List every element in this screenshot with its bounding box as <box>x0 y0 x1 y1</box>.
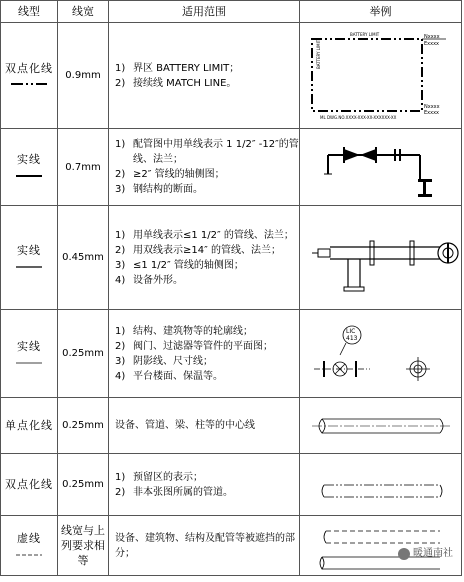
example-cell <box>300 516 462 576</box>
scope-cell <box>109 206 300 310</box>
scope-item: 3) 钢结构的断面。 <box>115 184 203 195</box>
phantom-line-sample <box>9 81 49 87</box>
line-type-label: 实线 <box>17 339 41 353</box>
line-type-cell <box>1 454 58 516</box>
scope-cell <box>109 454 300 516</box>
scope-item: 1) 配管图中用单线表示 1 1/2″ -12″的管线、法兰； <box>115 139 299 165</box>
table-row <box>1 310 462 398</box>
scope-item: 2) 非本张图所属的管道。 <box>115 486 233 498</box>
scope-item: 2) 阀门、过滤器等管件的平面图； <box>115 340 273 352</box>
example-cell <box>300 129 462 206</box>
table-row <box>1 516 462 576</box>
line-width-cell: 0.45mm <box>58 206 109 310</box>
line-type-cell <box>1 310 58 398</box>
scope-item: 1) 结构、建筑物等的轮廓线； <box>115 325 253 337</box>
centerline-pipe-example <box>300 399 464 453</box>
double-line-pipe-example <box>300 207 464 309</box>
scope-cell <box>109 129 300 206</box>
line-type-cell <box>1 129 58 206</box>
scope-item: 2) 用双线表示≥14″ 的管线、法兰； <box>115 244 282 256</box>
svg-text:ML DWG.NO.XXXX-XXX-XX-XXXXXX-X: ML DWG.NO.XXXX-XXX-XX-XXXXXX-XX <box>320 114 397 120</box>
table-row <box>1 206 462 310</box>
battery-limit-example <box>300 24 464 128</box>
line-type-label: 双点化线 <box>5 478 53 491</box>
header-scope: 适用范围 <box>109 1 300 23</box>
header-row <box>1 1 462 23</box>
line-type-label: 双点化线 <box>5 61 53 75</box>
example-cell <box>300 23 462 129</box>
dashed-line-sample <box>14 553 44 557</box>
scope-cell <box>109 310 300 398</box>
solid-line-sample <box>14 265 44 269</box>
pipe-flange-example <box>300 129 464 205</box>
scope-cell <box>109 23 300 129</box>
svg-text:Nxxxx: Nxxxx <box>424 103 440 110</box>
solid-line-sample <box>14 361 44 365</box>
battery-limit-label: BATTERY LIMIT <box>350 31 380 37</box>
line-type-cell <box>1 23 58 129</box>
scope-item: 3) 阴影线、尺寸线； <box>115 355 213 367</box>
scope-item: 4) 设备外形。 <box>115 274 183 286</box>
svg-text:Nxxxx: Nxxxx <box>424 33 440 40</box>
watermark-text: 暖通南社 <box>413 548 453 559</box>
line-width-cell: 0.25mm <box>58 398 109 454</box>
scope-item: 3) ≤1 1/2″ 管线的轴侧图； <box>115 259 244 271</box>
example-cell <box>300 398 462 454</box>
line-width-cell: 线宽与上列要求相等 <box>58 516 109 576</box>
line-type-cell <box>1 398 58 454</box>
header-example: 举例 <box>300 1 462 23</box>
svg-text:Exxxx: Exxxx <box>424 40 439 47</box>
header-width: 线宽 <box>58 1 109 23</box>
scope-item: 1) 用单线表示≤1 1/2″ 的管线、法兰； <box>115 229 294 241</box>
line-type-cell <box>1 206 58 310</box>
scope-cell: 设备、建筑物、结构及配管等被遮挡的部分； <box>109 516 300 576</box>
header-type: 线型 <box>1 1 58 23</box>
wechat-icon <box>398 548 410 560</box>
solid-line-sample <box>14 174 44 178</box>
line-width-cell: 0.25mm <box>58 454 109 516</box>
example-cell <box>300 206 462 310</box>
svg-text:413: 413 <box>346 334 358 342</box>
phantom-pipe-example <box>300 455 464 515</box>
scope-item: 2) ≥2″ 管线的轴侧图； <box>115 169 225 180</box>
scope-cell: 设备、管道、梁、柱等的中心线 <box>109 398 300 454</box>
scope-item: 2) 接续线 MATCH LINE。 <box>115 77 237 89</box>
valve-example <box>300 311 464 397</box>
line-width-cell: 0.9mm <box>58 23 109 129</box>
scope-item: 1) 界区 BATTERY LIMIT； <box>115 62 240 74</box>
line-type-label: 实线 <box>17 153 41 166</box>
line-type-label: 实线 <box>17 243 41 257</box>
example-cell <box>300 454 462 516</box>
line-width-cell: 0.7mm <box>58 129 109 206</box>
table-row <box>1 454 462 516</box>
line-type-label: 单点化线 <box>5 419 53 432</box>
line-width-cell: 0.25mm <box>58 310 109 398</box>
scope-item: 4) 平台楼面、保温等。 <box>115 370 223 382</box>
table-row <box>1 398 462 454</box>
line-type-label: 虚线 <box>17 531 41 545</box>
table-row <box>1 129 462 206</box>
svg-text:Exxxx: Exxxx <box>424 109 439 116</box>
table-row <box>1 23 462 129</box>
line-type-cell <box>1 516 58 576</box>
svg-text:BATTERY LIMIT: BATTERY LIMIT <box>316 39 321 69</box>
watermark <box>398 546 453 561</box>
instrument-tag: LIC <box>346 327 356 335</box>
scope-item: 1) 预留区的表示； <box>115 471 203 483</box>
example-cell <box>300 310 462 398</box>
